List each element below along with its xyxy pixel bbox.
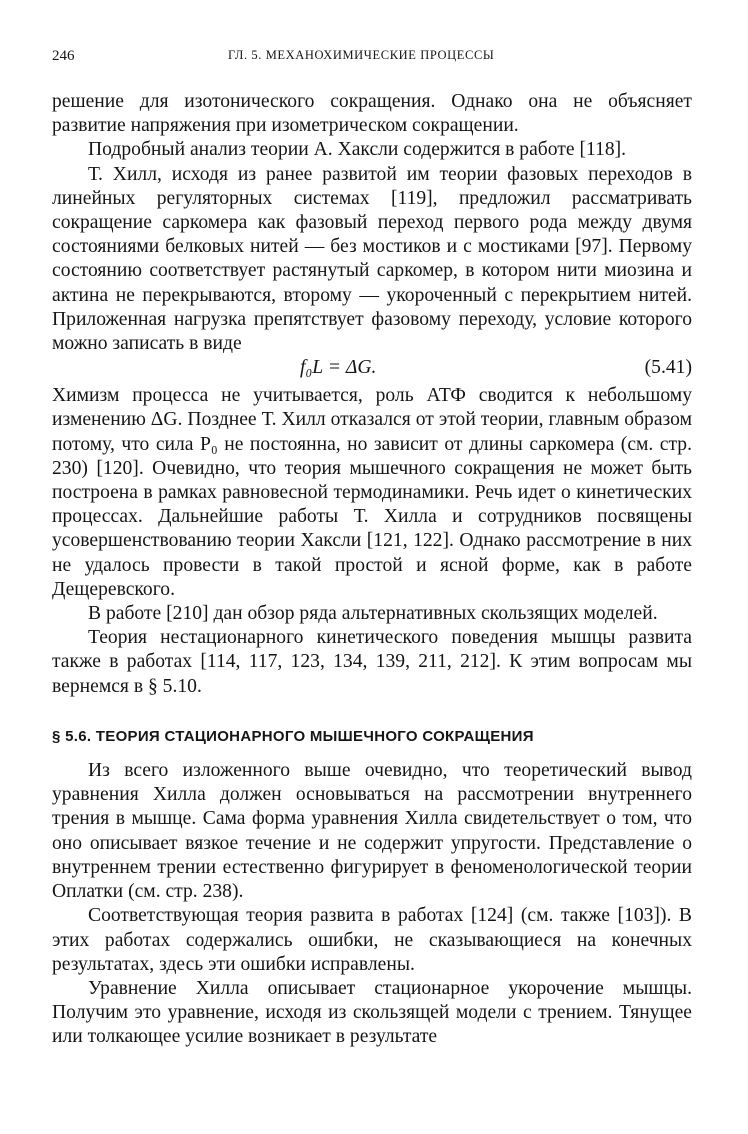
paragraph: Химизм процесса не учитывается, роль АТФ сводится к небольшому изменению ΔG. Позднее Т. Хилл отказался от этой теории, главным образом потому, что сила P₀ не постоянна, но зависит от длины саркомера (см. стр. 230) [120]. Очевидно, что теория мышечного сокращения не может быть построена в рамках равновесной термодинамики. Речь идет о кинетических процессах. Дальнейшие работы Т. Хилла и сотрудников посвящены усовершенствованию теории Хаксли [121, 122]. Однако рассмотрение в них не удалось провести в такой простой и ясной форме, как в работе Дещеревского. <box>52 385 692 600</box>
paragraph: Подробный анализ теории А. Хаксли содержится в работе [118]. <box>88 139 627 161</box>
paragraph: Т. Хилл, исходя из ранее развитой им теории фазовых переходов в линейных регуляторных системах [119], предложил рассматривать сокращение саркомера как фазовый переход первого рода между двумя состояниями белковых нитей — без мостиков и с мостиками [97]. Первому состоянию соответствует растянутый саркомер, в котором нити миозина и актина не перекрываются, второму — укороченный с перекрытием нитей. Приложенная нагрузка препятствует фазовому переходу, условие которого можно записать в виде <box>52 163 692 355</box>
paragraph: В работе [210] дан обзор ряда альтернативных скользящих моделей. <box>88 603 658 625</box>
paragraph: решение для изотонического сокращения. Однако она не объясняет развитие напряжения при изометрическом сокращении. <box>52 91 692 137</box>
equation-expression: f₀L = ΔG. <box>300 357 377 379</box>
running-head <box>52 48 692 74</box>
section-heading: § 5.6. ТЕОРИЯ СТАЦИОНАРНОГО МЫШЕЧНОГО СОКРАЩЕНИЯ <box>52 727 534 745</box>
paragraph: Теория нестационарного кинетического поведения мышцы развита также в работах [114, 117, 123, 134, 139, 211, 212]. К этим вопросам мы вернемся в § 5.10. <box>52 627 692 697</box>
equation-number: (5.41) <box>644 357 692 379</box>
book-page <box>52 48 692 1050</box>
paragraph: Соответствующая теория развита в работах [124] (см. также [103]). В этих работах содержались ошибки, не сказывающиеся на конечных результатах, здесь эти ошибки исправлены. <box>52 905 692 975</box>
page-number: 246 <box>52 48 75 64</box>
equation <box>52 356 692 384</box>
body-text <box>52 90 692 1050</box>
paragraph: Из всего изложенного выше очевидно, что теоретический вывод уравнения Хилла должен основываться на рассмотрении внутреннего трения в мышце. Сама форма уравнения Хилла свидетельствует о том, что оно описывает вязкое течение и не содержит упругости. Представление о внутреннем трении естественно фигурирует в феноменологической теории Оплатки (см. стр. 238). <box>52 760 692 903</box>
chapter-title: ГЛ. 5. МЕХАНОХИМИЧЕСКИЕ ПРОЦЕССЫ <box>228 48 495 62</box>
paragraph: Уравнение Хилла описывает стационарное укорочение мышцы. Получим это уравнение, исходя из скользящей модели с трением. Тянущее или толкающее усилие возникает в результате <box>52 977 692 1048</box>
